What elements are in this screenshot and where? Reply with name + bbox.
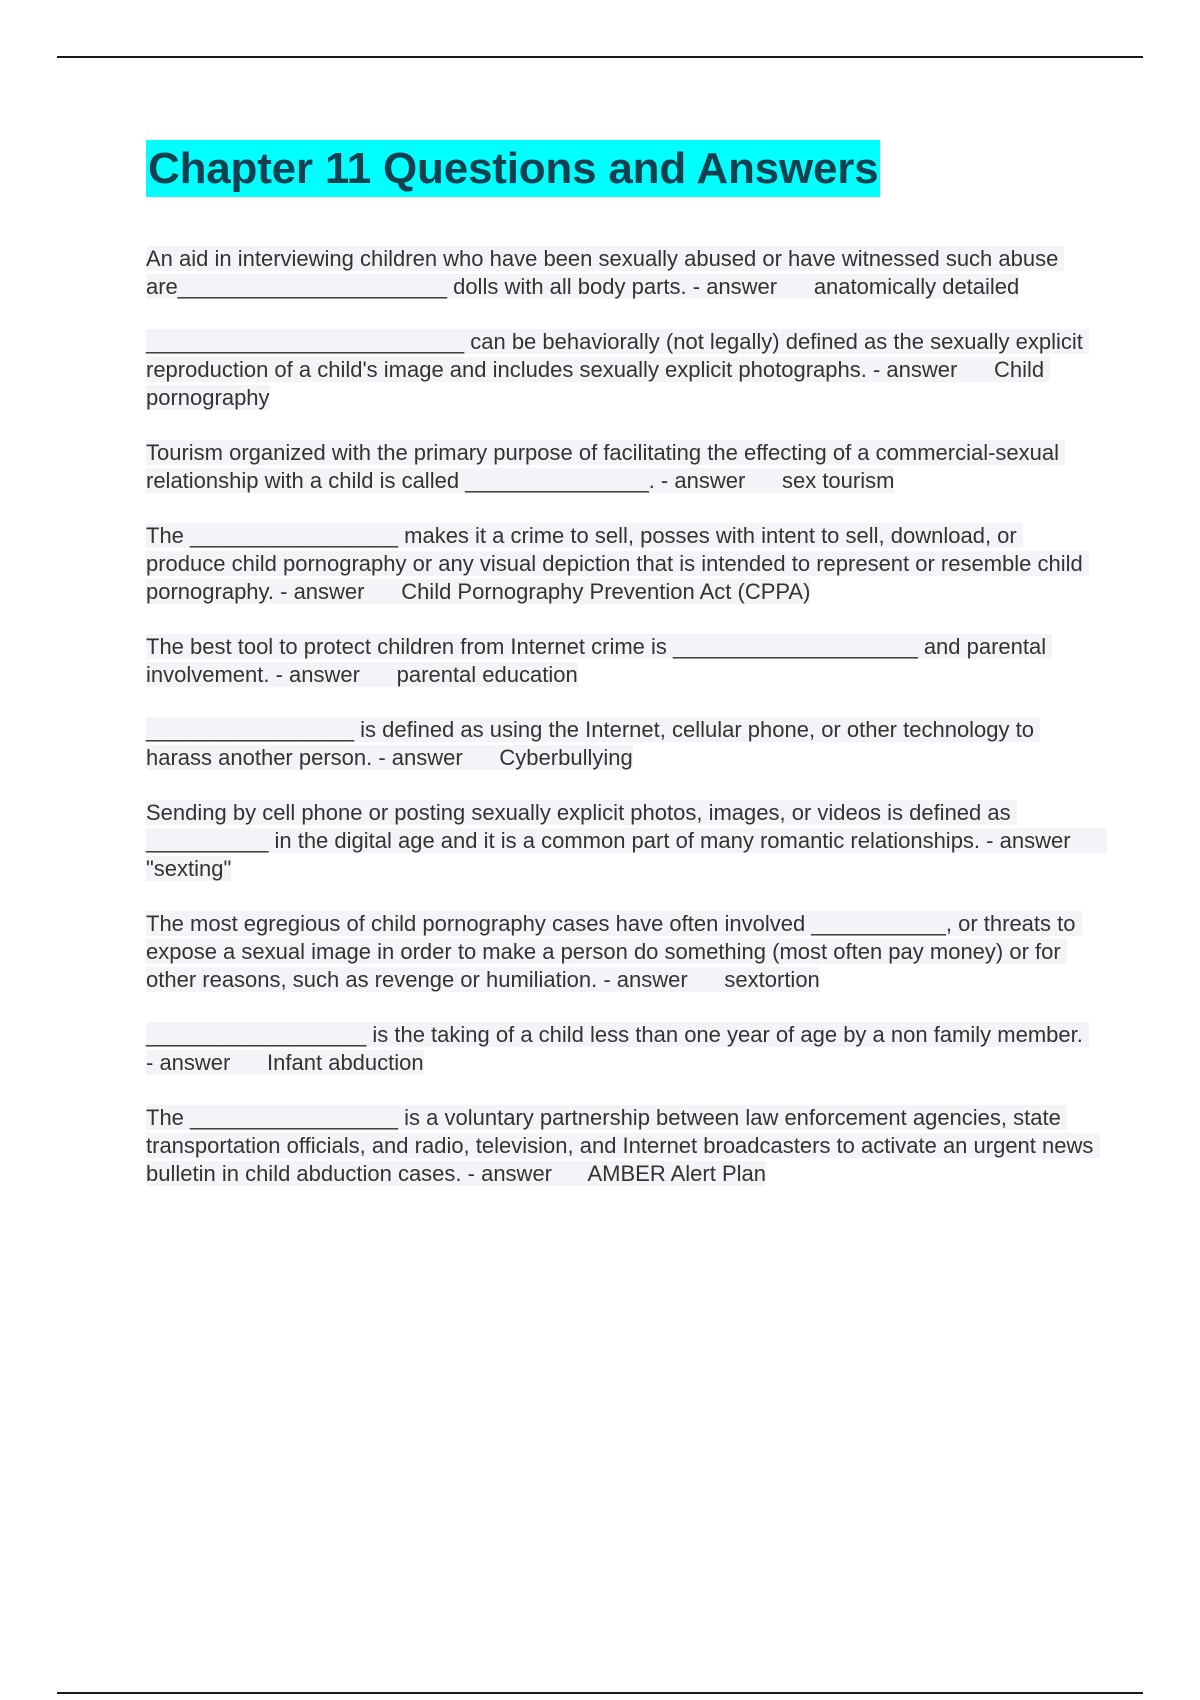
answer-text: Child pornography: [146, 357, 1051, 410]
answer-text: Child Pornography Prevention Act (CPPA): [401, 579, 811, 604]
qa-list: [146, 245, 1100, 1188]
qa-item: [146, 633, 1096, 689]
question-text: An aid in interviewing children who have been sexually abused or have witnessed such abuse are______________________ dolls with all body parts. - answer: [146, 246, 1065, 299]
question-text: __________________ is the taking of a child less than one year of age by a non family member. - answer: [146, 1022, 1089, 1075]
question-text: _________________ is defined as using the Internet, cellular phone, or other technology to harass another person. - answer: [146, 717, 1041, 770]
question-text: __________________________ can be behaviorally (not legally) defined as the sexually explicit reproduction of a child's image and includes sexually explicit photographs. - answer: [146, 329, 1090, 382]
qa-item: [146, 716, 1096, 772]
question-text: The most egregious of child pornography cases have often involved ___________, or threats to expose a sexual image in order to make a person do something (most often pay money) or for other reasons, such as revenge or humiliation. - answer: [146, 911, 1082, 992]
qa-item: [146, 799, 1096, 883]
qa-item: [146, 522, 1096, 606]
answer-text: anatomically detailed: [813, 274, 1020, 299]
question-text: The best tool to protect children from Internet crime is ____________________ and parental involvement. - answer: [146, 634, 1053, 687]
answer-text: Cyberbullying: [499, 745, 633, 770]
qa-item: [146, 328, 1096, 412]
document-body: [146, 140, 1100, 1215]
answer-text: AMBER Alert Plan: [587, 1161, 766, 1186]
question-text: The _________________ is a voluntary partnership between law enforcement agencies, state transportation officials, and radio, television, and Internet broadcasters to activate an urgent news bulletin in child abduction cases. - answer: [146, 1105, 1100, 1186]
qa-item: [146, 1021, 1096, 1077]
question-text: The _________________ makes it a crime to sell, posses with intent to sell, download, or produce child pornography or any visual depiction that is intended to represent or resemble child pornography. - answer: [146, 523, 1089, 604]
answer-text: parental education: [396, 662, 578, 687]
qa-item: [146, 1104, 1100, 1188]
page-title: Chapter 11 Questions and Answers: [146, 140, 880, 197]
answer-text: sextortion: [724, 967, 820, 992]
question-text: Tourism organized with the primary purpose of facilitating the effecting of a commercial-sexual relationship with a child is called _______________. - answer: [146, 440, 1066, 493]
answer-text: sex tourism: [781, 468, 895, 493]
top-divider: [57, 56, 1143, 58]
bottom-divider: [57, 1692, 1143, 1694]
qa-item: [146, 439, 1096, 495]
question-text: Sending by cell phone or posting sexually explicit photos, images, or videos is defined as __________ in the digital age and it is a common part of many romantic relationships. - answer: [146, 800, 1071, 853]
qa-item: [146, 245, 1096, 301]
answer-text: Infant abduction: [267, 1050, 424, 1075]
answer-text: "sexting": [146, 856, 232, 881]
qa-item: [146, 910, 1096, 994]
